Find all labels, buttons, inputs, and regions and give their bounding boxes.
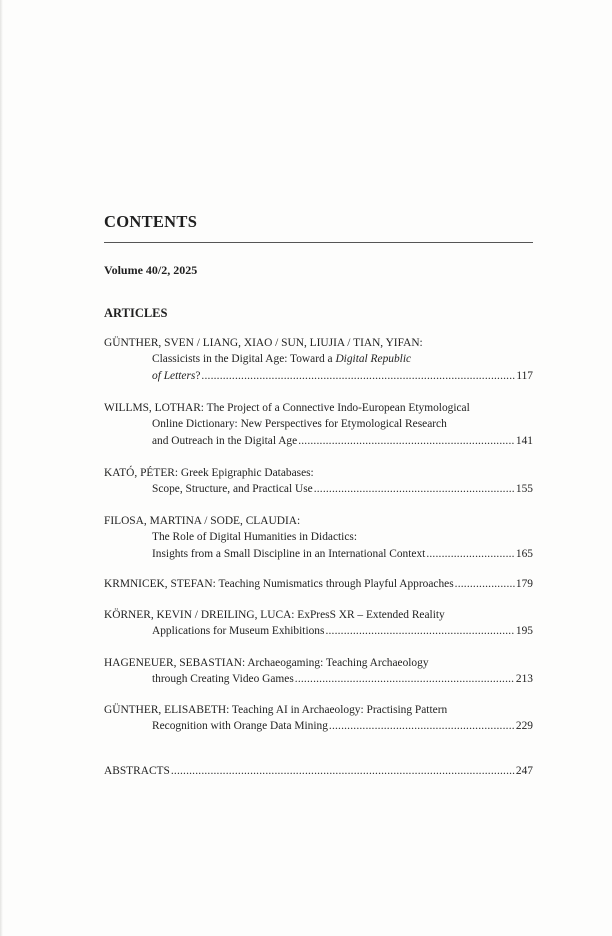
entry-authors: FILOSA, MARTINA / SODE, CLAUDIA: xyxy=(104,515,301,527)
entry-authors-title: KÖRNER, KEVIN / DREILING, LUCA: ExPresS XR – Extended Reality xyxy=(104,609,445,621)
entry-authors-title: KATÓ, PÉTER: Greek Epigraphic Databases: xyxy=(104,467,314,479)
volume-label: Volume 40/2, 2025 xyxy=(104,263,198,277)
toc-entry-hageneuer[interactable] xyxy=(104,655,533,688)
entry-title-line-leader: Recognition with Orange Data Mining ..... 229 xyxy=(104,718,533,734)
dot-leader xyxy=(201,368,515,384)
toc-entry-filosa-sode[interactable] xyxy=(104,513,533,562)
page-number: 213 xyxy=(515,673,533,686)
entry-title-line-leader: Insights from a Small Discipline in an International Context ..... 165 xyxy=(104,546,533,562)
dot-leader xyxy=(455,576,515,592)
entry-title-line-leader: ABSTRACTS ..... 247 xyxy=(104,763,533,779)
entry-authors-title: WILLMS, LOTHAR: The Project of a Connective Indo-European Etymological xyxy=(104,402,470,414)
page-edge xyxy=(0,0,3,936)
entry-title-line: The Role of Digital Humanities in Didactics: xyxy=(152,531,357,544)
entry-title-line-leader: Scope, Structure, and Practical Use ..... 155 xyxy=(104,481,533,497)
page-number: 141 xyxy=(515,434,533,447)
toc-entry-gunther-sven[interactable] xyxy=(104,335,533,384)
page-number: 229 xyxy=(515,720,533,733)
page-title: CONTENTS xyxy=(104,212,198,231)
entry-title-line-leader: KRMNICEK, STEFAN: Teaching Numismatics through Playful Approaches ..... 179 xyxy=(104,576,533,592)
page-number: 247 xyxy=(515,765,533,777)
entry-title-line: Online Dictionary: New Perspectives for Etymological Research xyxy=(152,418,447,431)
entry-title-line: Classicists in the Digital Age: Toward a Digital Republic xyxy=(152,353,412,366)
dot-leader xyxy=(314,481,515,497)
toc-entry-kato[interactable] xyxy=(104,465,533,498)
dot-leader xyxy=(329,718,515,734)
page-number: 165 xyxy=(515,547,533,560)
dot-leader xyxy=(295,671,515,687)
toc-entry-abstracts[interactable] xyxy=(104,763,533,779)
entry-authors-title: GÜNTHER, ELISABETH: Teaching AI in Archaeology: Practising Pattern xyxy=(104,704,448,716)
page-number: 195 xyxy=(515,625,533,638)
page-number: 155 xyxy=(515,483,533,496)
entry-title-line-leader: through Creating Video Games ..... 213 xyxy=(104,671,533,687)
toc-entry-willms[interactable] xyxy=(104,400,533,449)
toc-entry-krmnicek[interactable] xyxy=(104,576,533,592)
dot-leader xyxy=(426,546,515,562)
page-number: 179 xyxy=(515,578,533,590)
page-number: 117 xyxy=(516,369,533,382)
entry-title-line-leader: and Outreach in the Digital Age ..... 141 xyxy=(104,433,533,449)
toc-entry-gunther-elisabeth[interactable] xyxy=(104,702,533,735)
entry-authors: GÜNTHER, SVEN / LIANG, XIAO / SUN, LIUJIA / TIAN, YIFAN: xyxy=(104,337,423,349)
dot-leader xyxy=(325,623,514,639)
toc-entry-korner-dreiling[interactable] xyxy=(104,607,533,640)
entry-authors-title: HAGENEUER, SEBASTIAN: Archaeogaming: Teaching Archaeology xyxy=(104,657,429,669)
dot-leader xyxy=(171,763,515,779)
title-rule xyxy=(104,242,533,243)
entry-title-line-leader: of Letters? ..... 117 xyxy=(104,368,533,384)
entry-title-line-leader: Applications for Museum Exhibitions ..... 195 xyxy=(104,623,533,639)
section-heading-articles: ARTICLES xyxy=(104,306,168,320)
dot-leader xyxy=(298,433,515,449)
